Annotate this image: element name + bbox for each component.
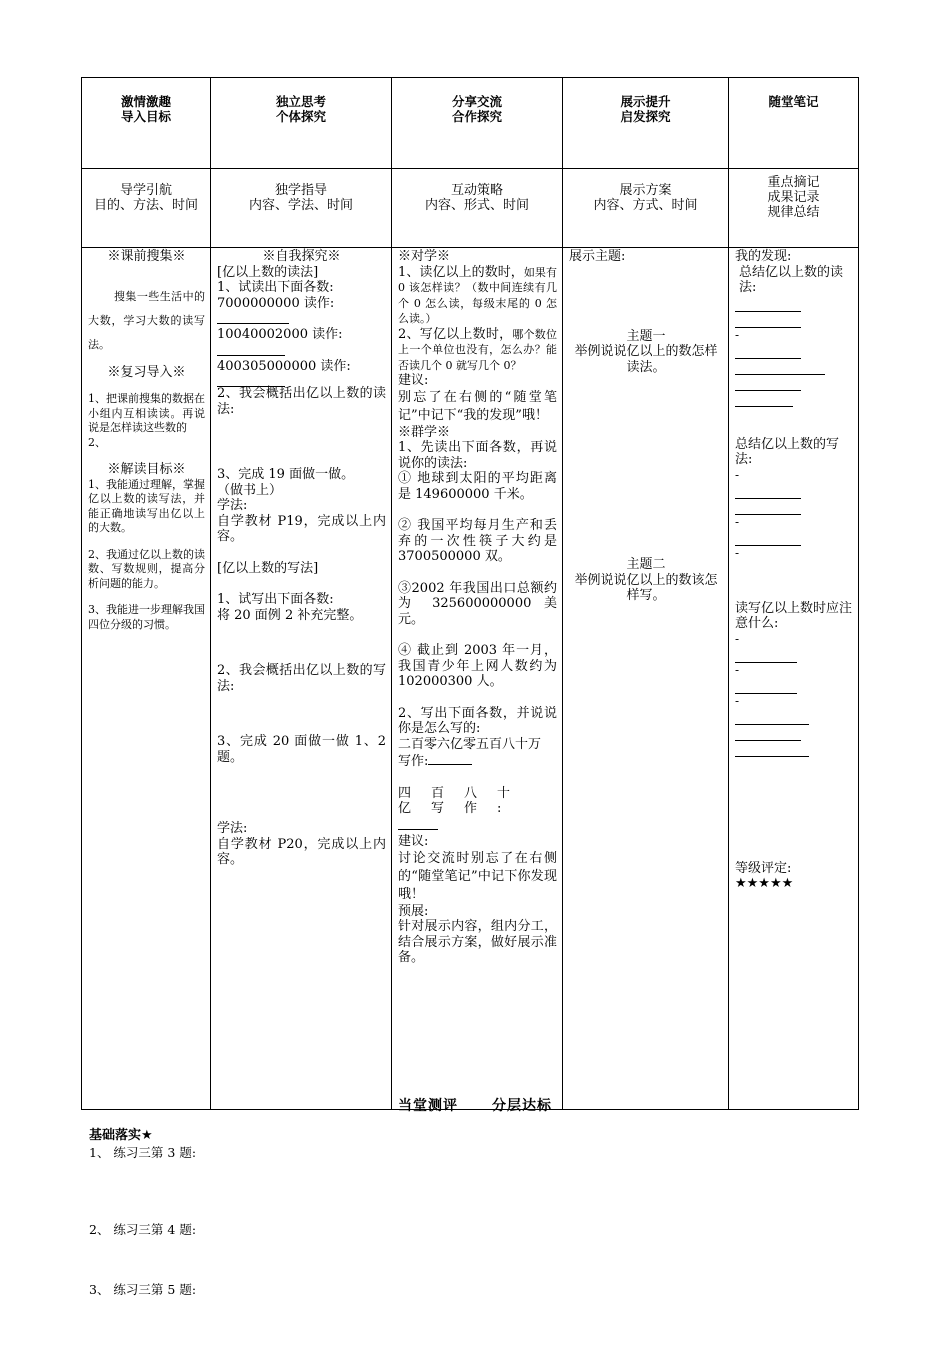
group-number-d: ④ 截止到 2003 年一月，我国青少年上网人数约为 102000300 人。 <box>398 643 557 689</box>
group-write-a <box>398 737 557 770</box>
subheader-text: 内容、学法、时间 <box>248 198 353 213</box>
header-text: 启发探究 <box>620 109 671 124</box>
subheader-text: 互动策略 <box>450 183 503 198</box>
read-question-3: 3、完成 19 面做一做。 <box>217 467 355 482</box>
note-dash: - <box>735 693 740 708</box>
header-col3 <box>392 78 563 169</box>
note-line[interactable] <box>735 647 797 663</box>
header-col5 <box>729 78 859 169</box>
subheader-col2 <box>211 169 392 248</box>
self-study-title: ※自我探究※ <box>262 249 341 264</box>
pair-item-2 <box>398 327 557 374</box>
note-line[interactable] <box>735 530 801 546</box>
method-text-2: 自学教材 P20，完成以上内容。 <box>217 836 386 867</box>
group-number-b: ② 我国平均每月生产和丢弃的一次性筷子大约是 3700500000 双。 <box>398 518 557 564</box>
collect-text: 搜集一些生活中的大数，学习大数的读写法。 <box>88 289 205 351</box>
exercise-2: 2、 练习三第 4 题: <box>89 1222 197 1237</box>
note-dash: - <box>735 631 740 646</box>
subheader-text: 内容、形式、时间 <box>424 198 529 213</box>
header-text: 展示提升 <box>620 94 671 109</box>
read-number-3: 400305000000 读作: <box>217 358 351 374</box>
pair-study-title: ※对学※ <box>398 249 451 264</box>
note-line[interactable] <box>735 483 801 499</box>
subheader-text: 规律总结 <box>767 205 820 220</box>
subheader-text: 重点摘记 <box>767 175 820 190</box>
assessment-title-a: 当堂测评 <box>398 1098 458 1114</box>
note-line[interactable] <box>735 359 825 375</box>
subheader-col1 <box>82 169 211 248</box>
subheader-text: 目的、方法、时间 <box>93 198 198 213</box>
lesson-plan-table <box>81 77 859 1110</box>
exercise-1: 1、 练习三第 3 题: <box>89 1145 197 1160</box>
header-col4 <box>563 78 729 169</box>
advice-label: 建议: <box>398 373 429 388</box>
method-label: 学法: <box>217 498 248 513</box>
interaction-column <box>392 248 563 1110</box>
note-dash: - <box>735 467 740 482</box>
assessment-title <box>0 1095 950 1115</box>
note-line[interactable] <box>735 375 801 391</box>
advice-label-2: 建议: <box>398 834 429 849</box>
note-line[interactable] <box>735 391 793 407</box>
preview-label: 预展: <box>398 903 429 919</box>
answer-blank[interactable] <box>217 311 289 324</box>
header-text: 合作探究 <box>451 109 502 124</box>
header-row <box>82 78 859 169</box>
method-label-2: 学法: <box>217 821 248 836</box>
write-question-1-detail: 将 20 面例 2 补充完整。 <box>217 607 363 623</box>
pair-item-2-main: 2、写亿以上数时， <box>398 326 513 342</box>
subheader-col4 <box>563 169 729 248</box>
answer-blank[interactable] <box>428 752 472 765</box>
group-write-b-text: 四百八十亿写作: <box>398 785 531 816</box>
group-question-1: 1、先读出下面各数，再说说你的读法: <box>398 440 557 471</box>
theme-label: 展示主题: <box>569 249 626 264</box>
subheader-text: 展示方案 <box>619 183 672 198</box>
answer-blank[interactable] <box>217 343 285 356</box>
goal-item-2: 2、我通过亿以上数的读数、写数规则，提高分析问题的能力。 <box>88 547 205 590</box>
content-row <box>82 248 859 1110</box>
header-text: 分享交流 <box>451 94 502 109</box>
note-line[interactable] <box>735 343 801 359</box>
read-question-1: 1、试读出下面各数: <box>217 280 334 295</box>
goal-title: ※解读目标※ <box>107 462 186 477</box>
subheader-text: 独学指导 <box>274 183 327 198</box>
header-text: 激情激趣 <box>120 94 171 109</box>
subheader-text: 成果记录 <box>767 190 820 205</box>
read-question-2: 2、我会概括出亿以上数的读法: <box>217 386 386 417</box>
group-number-c: ③2002 年我国出口总额约为 325600000000 美元。 <box>398 580 557 627</box>
theme-2-title: 主题二 <box>626 557 666 572</box>
group-study-title: ※群学※ <box>398 424 451 440</box>
read-section-title: [亿以上数的读法] <box>217 264 319 280</box>
note-line[interactable] <box>735 741 809 757</box>
header-text: 个体探究 <box>275 109 326 124</box>
grade-label: 等级评定: <box>735 860 792 876</box>
read-summary-label: 总结亿以上数的读法: <box>739 264 844 295</box>
header-text: 随堂笔记 <box>768 94 819 109</box>
display-column <box>563 248 729 1110</box>
self-study-column <box>211 248 392 1110</box>
read-number-1: 7000000000 读作: <box>217 295 335 311</box>
grade-stars: ★★★★★ <box>735 876 794 891</box>
group-question-2: 2、写出下面各数，并说说你是怎么写的: <box>398 705 557 736</box>
pair-item-1-main: 1、读亿以上的数时， <box>398 264 524 280</box>
read-number-2: 10040002000 读作: <box>217 327 343 342</box>
notes-column <box>729 248 859 1110</box>
note-line[interactable] <box>735 312 801 328</box>
note-dash: - <box>735 662 740 677</box>
review-item-2: 2、 <box>88 435 106 449</box>
note-line[interactable] <box>735 709 809 725</box>
assessment-title-b: 分层达标 <box>492 1098 552 1114</box>
write-question-1: 1、试写出下面各数: <box>217 592 334 607</box>
pair-item-1 <box>398 265 557 327</box>
read-question-3-note: （做书上） <box>217 482 283 498</box>
pair-item-2-note: 哪个数位上一个单位也没有，怎么办？能否读几个 0 就写几个 0？ <box>398 327 557 372</box>
basic-level-label: 基础落实★ <box>89 1128 153 1143</box>
theme-1-title: 主题一 <box>626 328 666 344</box>
theme-2-text: 举例说说亿以上的数该怎样写。 <box>574 572 718 603</box>
write-question-3: 3、完成 20 面做一做 1、2 题。 <box>217 734 386 765</box>
attention-label: 读写亿以上数时应注意什么: <box>735 600 853 631</box>
note-line[interactable] <box>735 725 801 741</box>
advice-text-2: 讨论交流时别忘了在右侧的“随堂笔记”中记下你发现哦！ <box>398 850 557 902</box>
subheader-text: 内容、方式、时间 <box>593 198 698 213</box>
group-number-a: ① 地球到太阳的平均距离是 149600000 千米。 <box>398 471 557 502</box>
preview-text: 针对展示内容，组内分工，结合展示方案，做好展示准备。 <box>398 919 557 965</box>
write-summary-label: 总结亿以上数的写法: <box>735 436 840 467</box>
note-dash: - <box>735 545 740 560</box>
write-question-2: 2、我会概括出亿以上数的写法: <box>217 663 386 694</box>
header-col2 <box>211 78 392 169</box>
review-item-1: 1、把课前搜集的数据在小组内互相读读。再说说是怎样读这些数的 <box>88 392 205 434</box>
goal-item-1: 1、我能通过理解，掌握亿以上数的读写法，并能正确地读写出亿以上的大数。 <box>88 477 205 534</box>
subheader-col3 <box>392 169 563 248</box>
note-line[interactable] <box>735 499 801 515</box>
advice-text: 别忘了在右侧的“随堂笔记”中记下“我的发现”哦！ <box>398 389 557 423</box>
header-text: 导入目标 <box>120 109 171 124</box>
exercise-3: 3、 练习三第 5 题: <box>89 1282 197 1297</box>
theme-1-text: 举例说说亿以上的数怎样读法。 <box>574 344 718 375</box>
goal-item-3: 3、我能进一步理解我国四位分级的习惯。 <box>88 603 205 631</box>
group-write-a-text: 二百零六亿零五百八十万 写作: <box>398 736 542 769</box>
note-line[interactable] <box>735 678 797 694</box>
review-title: ※复习导入※ <box>107 364 186 380</box>
subheader-text: 导学引航 <box>119 183 172 198</box>
note-line[interactable] <box>735 296 801 312</box>
header-col1 <box>82 78 211 169</box>
subheader-col5 <box>729 169 859 248</box>
group-write-b <box>398 786 557 835</box>
note-dash: - <box>735 514 740 529</box>
header-text: 独立思考 <box>275 94 326 109</box>
finding-label: 我的发现: <box>735 249 792 264</box>
guide-column <box>82 248 211 1110</box>
write-section-title: [亿以上数的写法] <box>217 560 319 576</box>
collect-title: ※课前搜集※ <box>107 249 186 264</box>
answer-blank[interactable] <box>398 817 438 830</box>
note-dash: - <box>735 327 740 342</box>
pair-item-1-note: 如果有 0 该怎样读？（数中间连续有几个 0 怎么读，每级末尾的 0 怎么读。） <box>398 265 557 325</box>
subheader-row <box>82 169 859 248</box>
method-text-1: 自学教材 P19，完成以上内容。 <box>217 513 386 544</box>
